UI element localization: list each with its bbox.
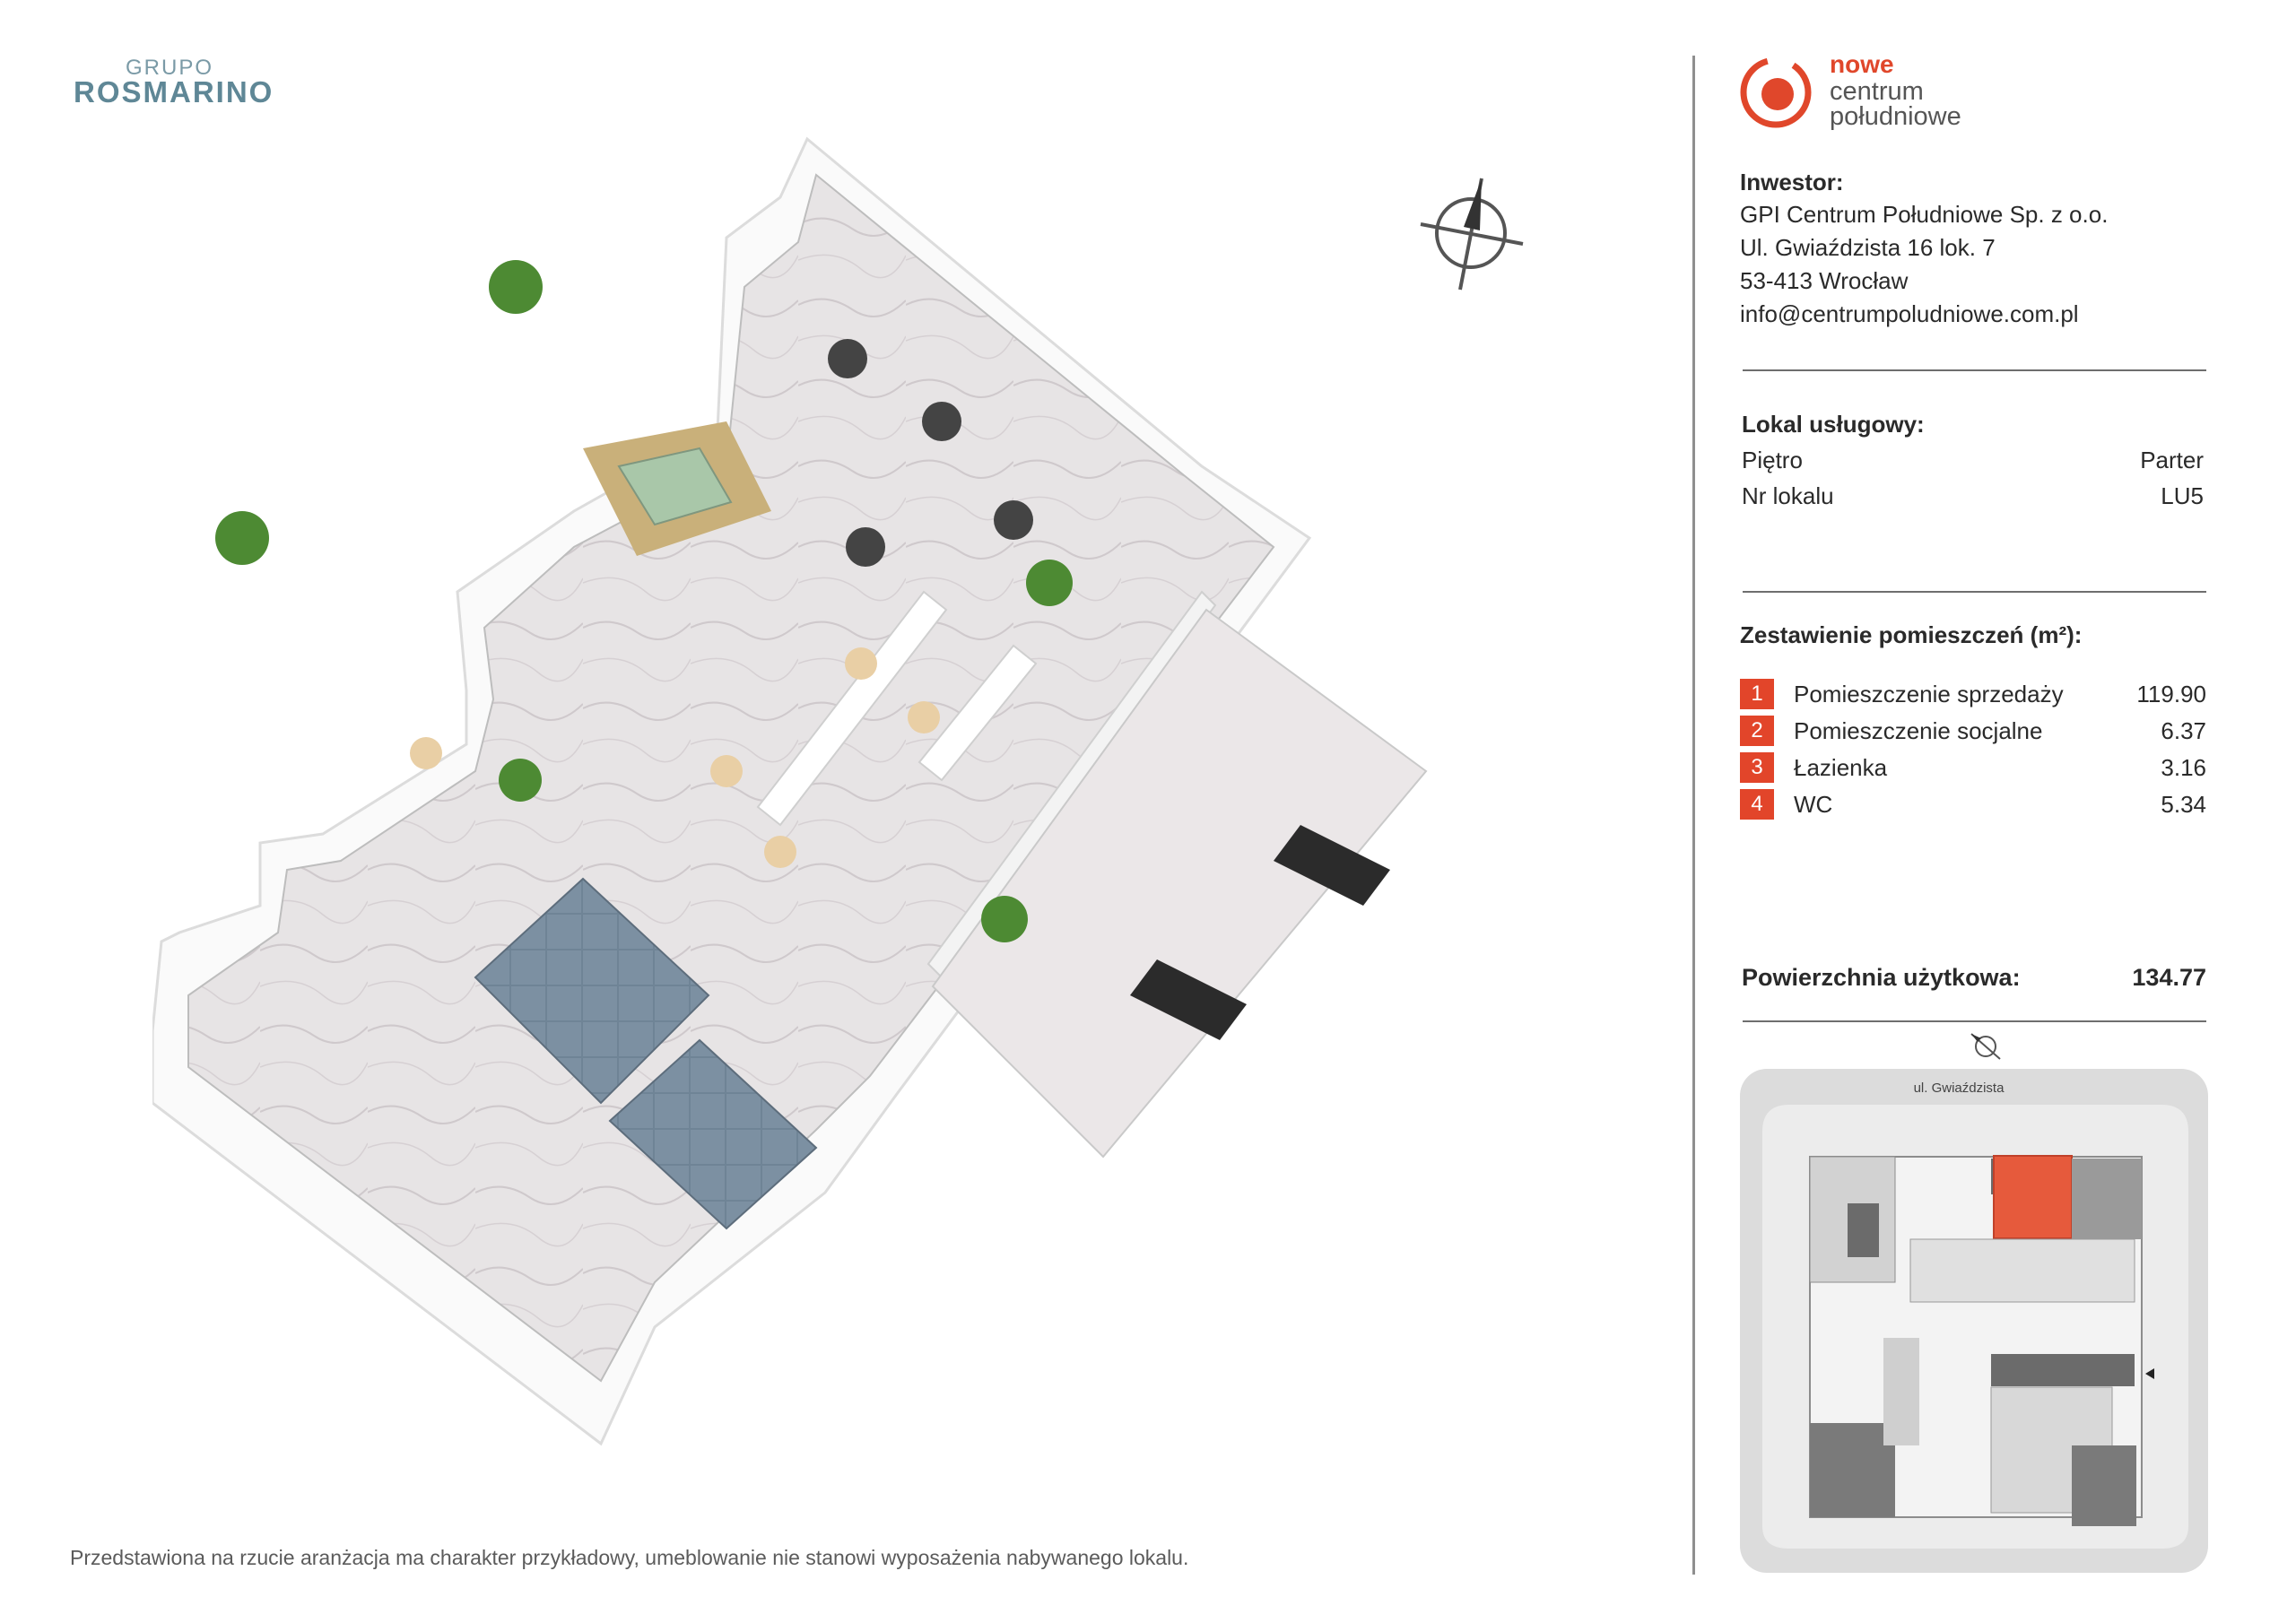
investor-street: Ul. Gwiaździsta 16 lok. 7 [1740, 234, 1996, 261]
logo-text-nowe: nowe [1830, 50, 1894, 78]
room-row [1740, 789, 2206, 820]
chair [994, 500, 1033, 540]
room-number-badge: 2 [1740, 716, 1774, 746]
logo-text-poludniowe: południowe [1830, 102, 1961, 131]
plant [981, 896, 1028, 942]
room-area: 3.16 [2161, 754, 2206, 781]
stool [908, 701, 940, 733]
compass-icon [1417, 175, 1529, 291]
total-area-label: Powierzchnia użytkowa: [1742, 964, 2021, 991]
room-row [1740, 752, 2206, 783]
investor-title: Inwestor: [1740, 169, 1844, 195]
nowe-centrum-logo-mark [1737, 54, 1814, 131]
plant [215, 511, 269, 565]
chair [846, 527, 885, 567]
room-area: 119.90 [2136, 681, 2206, 707]
stool [710, 755, 743, 787]
unit-number-label: Nr lokalu [1742, 482, 1834, 509]
street-label: ul. Gwiaździsta [1913, 1081, 2005, 1096]
unit-title: Lokal usługowy: [1742, 411, 1925, 438]
room-row [1740, 716, 2206, 746]
room-number-badge: 4 [1740, 789, 1774, 820]
divider [1743, 1020, 2206, 1022]
divider [1743, 369, 2206, 371]
site-plan-map [1740, 1069, 2208, 1573]
stool [764, 836, 796, 868]
investor-email[interactable]: info@centrumpoludniowe.com.pl [1740, 300, 2079, 327]
room-number-badge: 1 [1740, 679, 1774, 709]
investor-name: GPI Centrum Południowe Sp. z o.o. [1740, 201, 2109, 228]
disclaimer-footnote: Przedstawiona na rzucie aranżacja ma charakter przykładowy, umeblowanie nie stanowi wyposażenia nabywanego lokalu. [70, 1546, 1189, 1569]
logo-text-centrum: centrum [1830, 77, 1924, 106]
plant [489, 260, 543, 314]
brand-label-small: GRUPO [126, 56, 214, 80]
chair [828, 339, 867, 378]
room-number-badge: 3 [1740, 752, 1774, 783]
floor-label: Piętro [1742, 447, 1803, 473]
unit-number-row [1742, 482, 2204, 510]
total-area-value: 134.77 [2132, 964, 2206, 991]
floor-plan-3d [152, 126, 1552, 1471]
stool [410, 737, 442, 769]
room-name: Pomieszczenie socjalne [1794, 717, 2043, 744]
unit-number-value: LU5 [2161, 482, 2204, 509]
floor-value: Parter [2140, 447, 2204, 473]
room-area: 6.37 [2161, 717, 2206, 744]
plant [499, 759, 542, 802]
brand-logo: ROSMARINO [74, 75, 274, 108]
investor-city: 53-413 Wrocław [1740, 267, 1909, 294]
stool [845, 647, 877, 680]
divider [1743, 591, 2206, 593]
chair [922, 402, 961, 441]
total-area-row [1742, 964, 2206, 992]
room-name: Łazienka [1794, 754, 1888, 781]
plant [1026, 560, 1073, 606]
room-name: WC [1794, 791, 1833, 818]
room-row [1740, 679, 2206, 709]
rooms-title: Zestawienie pomieszczeń (m²): [1740, 621, 2083, 648]
room-area: 5.34 [2161, 791, 2206, 818]
room-name: Pomieszczenie sprzedaży [1794, 681, 2064, 707]
unit-floor-row [1742, 447, 2204, 474]
north-arrow-icon [1969, 1029, 2003, 1063]
vertical-divider [1692, 56, 1695, 1575]
